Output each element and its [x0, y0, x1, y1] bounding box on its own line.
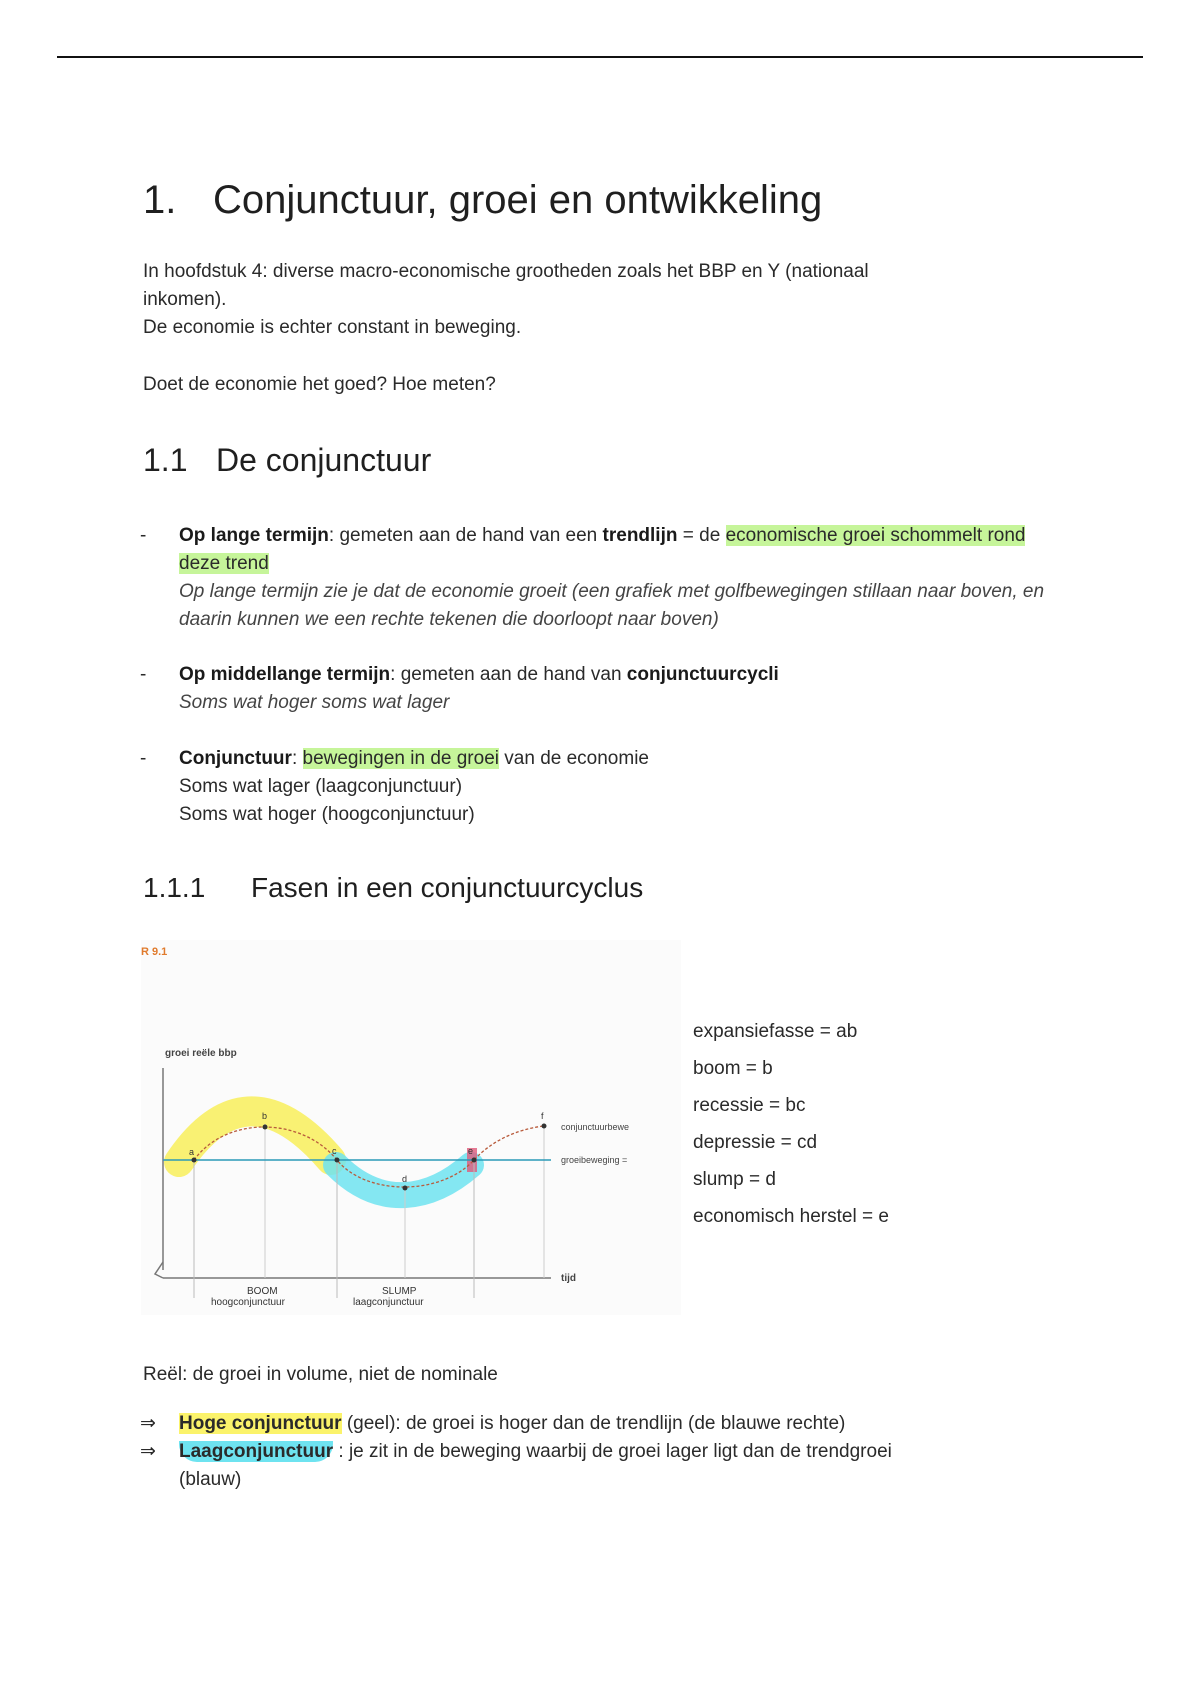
bullet-medium-term: [140, 661, 1059, 717]
heading-3-number: 1.1.1: [143, 872, 206, 903]
phase-item: expansiefasse = ab: [693, 1021, 858, 1042]
point-b: [263, 1125, 268, 1130]
term: conjunctuurcycli: [626, 664, 779, 685]
intro-line-1b: inkomen).: [143, 289, 227, 310]
term: Laagconjunctuur: [179, 1441, 334, 1462]
point-f: [542, 1124, 547, 1129]
phase-item: boom = b: [693, 1058, 773, 1079]
figure-label: R 9.1: [141, 946, 168, 958]
phase-list: [693, 1017, 889, 1239]
phase-item: depressie = cd: [693, 1132, 818, 1153]
bullet-long-term: [140, 522, 1059, 634]
text: : gemeten aan de hand van: [390, 664, 627, 685]
term: Op lange termijn: [179, 525, 329, 546]
text: :: [291, 748, 303, 769]
note: Soms wat hoger soms wat lager: [179, 692, 450, 713]
intro-line-1a: In hoofdstuk 4: diverse macro-economische grootheden zoals het BBP en Y (nationaal: [143, 261, 869, 282]
phase-item: slump = d: [693, 1169, 776, 1190]
heading-3-title: Fasen in een conjunctuurcyclus: [251, 872, 644, 903]
highlight: bewegingen in de groei: [302, 748, 499, 769]
heading-3: [143, 872, 643, 904]
point-label-b: b: [262, 1111, 268, 1121]
series-label-trend: groeibeweging =: [561, 1155, 628, 1165]
region-top-boom: BOOM: [247, 1286, 278, 1297]
region-top-slump: SLUMP: [382, 1286, 417, 1297]
heading-2-title: De conjunctuur: [216, 442, 432, 478]
line: Soms wat hoger (hoogconjunctuur): [179, 804, 475, 825]
term: Op middellange termijn: [179, 664, 391, 685]
point-c: [335, 1158, 340, 1163]
line: Soms wat lager (laagconjunctuur): [179, 776, 463, 797]
heading-1-number: 1.: [143, 178, 177, 222]
point-label-f: f: [541, 1111, 544, 1121]
bullet-conjunctuur: [140, 745, 1059, 829]
y-axis-label: groei reële bbp: [165, 1048, 237, 1059]
text: van de economie: [499, 748, 649, 769]
point-label-a: a: [189, 1147, 195, 1157]
point-a: [192, 1158, 197, 1163]
top-rule: [57, 56, 1143, 58]
arrow-icon: ⇒: [140, 1441, 156, 1462]
text: = de: [677, 525, 726, 546]
text: (geel): de groei is hoger dan de trendlijn (de blauwe rechte): [341, 1413, 846, 1434]
heading-2: [143, 442, 431, 479]
point-e: [472, 1158, 477, 1163]
conclusion-high: [140, 1410, 1009, 1438]
term: Conjunctuur: [179, 748, 292, 769]
bullet-dash: -: [140, 748, 147, 769]
bullet-dash: -: [140, 525, 147, 546]
point-label-c: c: [332, 1146, 337, 1156]
conjunctuur-cycle-chart: [141, 940, 681, 1315]
heading-1: [143, 178, 822, 223]
term: trendlijn: [602, 525, 678, 546]
text: : je zit in de beweging waarbij de groei lager ligt dan de trendgroei: [333, 1441, 892, 1462]
point-label-e: e: [468, 1146, 474, 1156]
phase-item: recessie = bc: [693, 1095, 806, 1116]
series-label-cycle: conjunctuurbewe: [561, 1122, 630, 1132]
point-d: [403, 1186, 408, 1191]
point-label-d: d: [402, 1174, 408, 1184]
intro-line-3: Doet de economie het goed? Hoe meten?: [143, 374, 496, 395]
highlight: economische groei schommelt rond deze trend: [179, 525, 1026, 574]
x-axis-label: tijd: [561, 1273, 576, 1284]
text: (blauw): [179, 1469, 242, 1490]
region-bottom-slump: laagconjunctuur: [353, 1297, 424, 1308]
note: Op lange termijn zie je dat de economie groeit (een grafiek met golfbewegingen stillaan naar boven, en daarin kunnen we een rechte tekenen die doorloopt naar boven): [179, 581, 1045, 630]
arrow-icon: ⇒: [140, 1413, 156, 1434]
bullet-dash: -: [140, 664, 147, 685]
heading-2-number: 1.1: [143, 442, 188, 478]
conclusion-low: [140, 1438, 1009, 1494]
text: : gemeten aan de hand van een: [328, 525, 603, 546]
term: Hoge conjunctuur: [179, 1413, 342, 1434]
heading-1-title: Conjunctuur, groei en ontwikkeling: [213, 178, 823, 222]
region-bottom-boom: hoogconjunctuur: [211, 1297, 285, 1308]
phase-item: economisch herstel = e: [693, 1206, 889, 1227]
real-note: Reël: de groei in volume, niet de nominale: [143, 1364, 498, 1385]
intro-line-2: De economie is echter constant in beweging.: [143, 317, 522, 338]
